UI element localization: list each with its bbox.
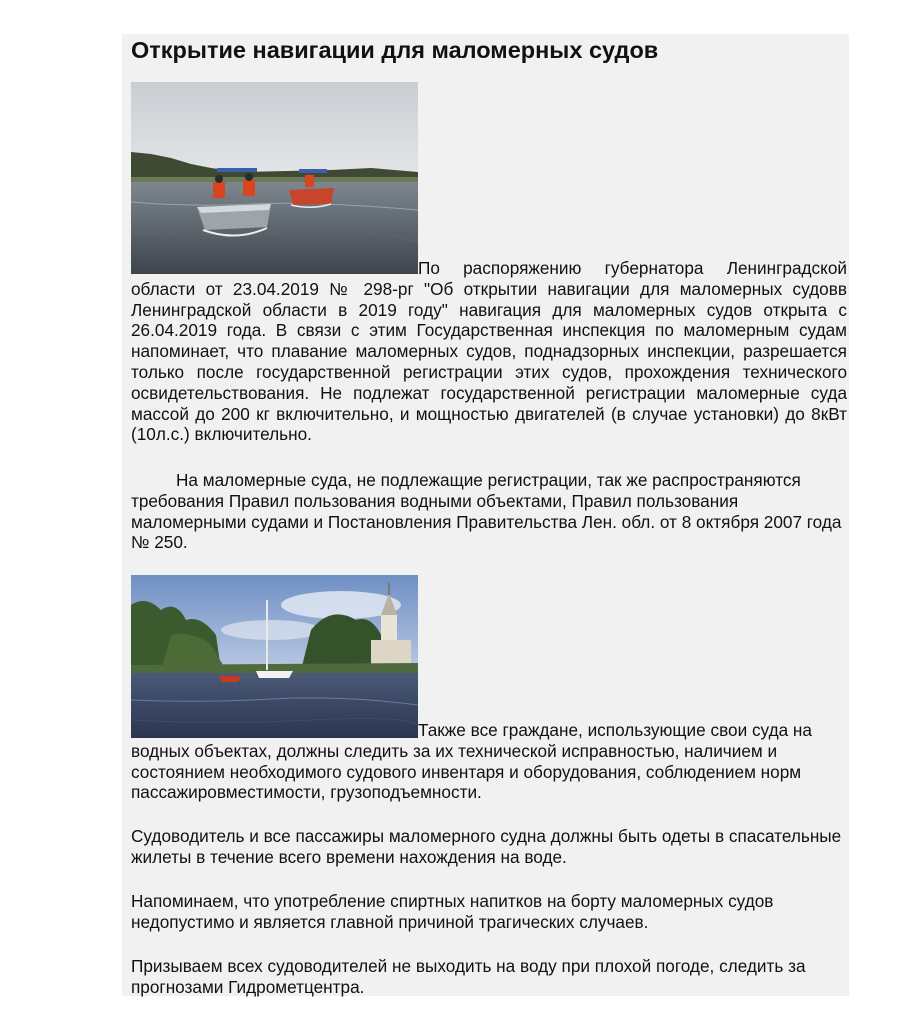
paragraph-registration-lead: По распоряжению губернатора Ленинградской bbox=[418, 258, 847, 278]
article-title: Открытие навигации для маломерных судов bbox=[131, 37, 659, 63]
paragraph-technical-condition bbox=[131, 720, 847, 803]
motorboats-photo bbox=[131, 82, 418, 274]
paragraph-technical-condition-lead: Также все граждане, использующие свои суда на bbox=[418, 720, 812, 740]
paragraph-alcohol: Напоминаем, что употребление спиртных напитков на борту маломерных судов недопустимо и является главной причиной трагических случаев. bbox=[131, 891, 774, 932]
paragraph-technical-condition-text: водных объектах, должны следить за их технической исправностью, наличием и состоянием необходимого судового инвентаря и оборудования, соблюдением норм пассажировместимости, грузоподъемности. bbox=[131, 740, 802, 803]
paragraph-registration-text: области от 23.04.2019 № 298-рг "Об открытии навигации для маломерных судовв Ленинградской области в 2019 году" навигация для маломерных судов открыта с 26.04.2019 года. В связи с этим Государственная инспекция по маломерным судам напоминает, что плавание маломерных судов, поднадзорных инспекции, разрешается только после государственной регистрации этих судов, прохождения технического освидетельствования. Не подлежат государственной регистрации маломерные суда массой до 200 кг включительно, и мощностью двигателей (в случае установки) до 8кВт (10л.с.) включительно. bbox=[131, 278, 847, 445]
paragraph-unregistered-vessels: На маломерные суда, не подлежащие регистрации, так же распространяются требования Правил пользования водными объектами, Правил пользования маломерными судами и Постановления Правительства Лен. обл. от 8 октября 2007 года № 250. bbox=[131, 470, 842, 553]
paragraph-registration bbox=[131, 258, 847, 445]
paragraph-life-jackets: Судоводитель и все пассажиры маломерного судна должны быть одеты в спасательные жилеты в течение всего времени нахождения на воде. bbox=[131, 826, 842, 867]
paragraph-weather: Призываем всех судоводителей не выходить на воду при плохой погоде, следить за прогнозами Гидрометцентра. bbox=[131, 956, 806, 997]
river-church-photo bbox=[131, 575, 418, 738]
